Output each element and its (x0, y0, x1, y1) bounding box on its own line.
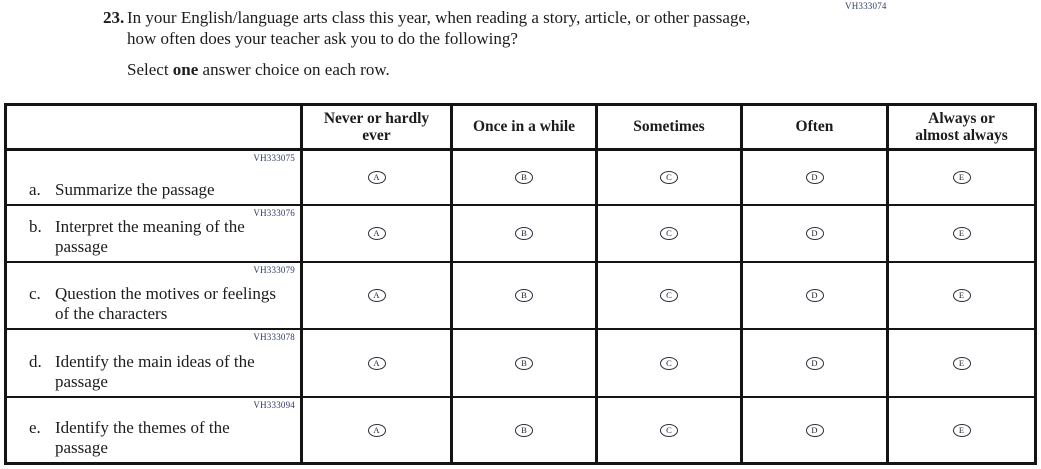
row-text-d: Identify the main ideas of the passage (55, 352, 255, 391)
option-cell-c-sometimes (598, 263, 743, 330)
answer-bubble-d-a[interactable]: A (368, 357, 386, 370)
option-cell-e-once (453, 398, 598, 462)
row-letter-d: d. (29, 352, 42, 371)
row-label-cell-d (7, 330, 303, 398)
option-cell-d-sometimes (598, 330, 743, 398)
answer-bubble-c-c[interactable]: C (660, 289, 678, 302)
item-code-e: VH333094 (253, 400, 295, 410)
row-letter-a: a. (29, 180, 41, 199)
answer-bubble-b-a[interactable]: A (368, 227, 386, 240)
option-cell-a-never (303, 151, 453, 206)
answer-bubble-a-a[interactable]: A (368, 171, 386, 184)
answer-bubble-d-d[interactable]: D (806, 357, 824, 370)
row-text-c: Question the motives or feelings of the characters (55, 284, 276, 323)
answer-bubble-d-e[interactable]: E (953, 357, 971, 370)
answer-bubble-a-c[interactable]: C (660, 171, 678, 184)
row-label-c (29, 284, 283, 324)
answer-bubble-a-b[interactable]: B (515, 171, 533, 184)
option-cell-b-sometimes (598, 206, 743, 263)
column-header-once-in-a-while: Once in a while (453, 106, 598, 151)
option-cell-b-always (889, 206, 1034, 263)
option-cell-e-often (743, 398, 889, 462)
question-block (103, 7, 775, 80)
option-cell-d-always (889, 330, 1034, 398)
instruction-bold-word: one (172, 60, 199, 79)
option-cell-b-often (743, 206, 889, 263)
row-letter-b: b. (29, 217, 42, 236)
option-cell-b-once (453, 206, 598, 263)
item-code-a: VH333075 (253, 153, 295, 163)
item-code-c: VH333079 (253, 265, 295, 275)
option-cell-d-once (453, 330, 598, 398)
answer-bubble-a-d[interactable]: D (806, 171, 824, 184)
answer-bubble-e-e[interactable]: E (953, 424, 971, 437)
answer-bubble-b-b[interactable]: B (515, 227, 533, 240)
row-text-b: Interpret the meaning of the passage (55, 217, 245, 256)
option-cell-d-never (303, 330, 453, 398)
option-cell-a-often (743, 151, 889, 206)
row-label-cell-e (7, 398, 303, 462)
row-label-cell-b (7, 206, 303, 263)
instruction-prefix: Select (127, 60, 173, 79)
answer-bubble-a-e[interactable]: E (953, 171, 971, 184)
answer-bubble-b-d[interactable]: D (806, 227, 824, 240)
answer-bubble-b-c[interactable]: C (660, 227, 678, 240)
row-text-a: Summarize the passage (55, 180, 215, 199)
question-number: 23. (103, 8, 125, 27)
option-cell-c-often (743, 263, 889, 330)
option-cell-a-always (889, 151, 1034, 206)
option-cell-e-never (303, 398, 453, 462)
option-cell-d-often (743, 330, 889, 398)
column-header-never: Never or hardly ever (303, 106, 453, 151)
row-label-cell-a (7, 151, 303, 206)
column-header-often: Often (743, 106, 889, 151)
answer-bubble-d-b[interactable]: B (515, 357, 533, 370)
answer-bubble-c-a[interactable]: A (368, 289, 386, 302)
answer-bubble-e-a[interactable]: A (368, 424, 386, 437)
question-text: In your English/language arts class this year, when reading a story, article, or other passage, how often does your teacher ask you to do the following? (127, 8, 751, 48)
option-cell-b-never (303, 206, 453, 263)
row-label-cell-c (7, 263, 303, 330)
option-cell-c-never (303, 263, 453, 330)
row-label-e (29, 418, 283, 458)
option-cell-a-sometimes (598, 151, 743, 206)
answer-bubble-c-b[interactable]: B (515, 289, 533, 302)
row-text-e: Identify the themes of the passage (55, 418, 230, 457)
item-code-b: VH333076 (253, 208, 295, 218)
answer-bubble-e-d[interactable]: D (806, 424, 824, 437)
item-code-d: VH333078 (253, 332, 295, 342)
answer-bubble-c-e[interactable]: E (953, 289, 971, 302)
row-label-d (29, 352, 283, 392)
answer-bubble-e-c[interactable]: C (660, 424, 678, 437)
column-header-sometimes: Sometimes (598, 106, 743, 151)
question-code: VH333074 (845, 1, 887, 11)
row-label-a (29, 180, 215, 200)
answer-bubble-d-c[interactable]: C (660, 357, 678, 370)
row-letter-c: c. (29, 284, 41, 303)
option-cell-c-always (889, 263, 1034, 330)
instruction-suffix: answer choice on each row. (198, 60, 390, 79)
option-cell-e-always (889, 398, 1034, 462)
answer-bubble-b-e[interactable]: E (953, 227, 971, 240)
column-header-always: Always or almost always (889, 106, 1034, 151)
corner-header-cell (7, 106, 303, 151)
question-texts (127, 7, 775, 80)
option-cell-a-once (453, 151, 598, 206)
option-cell-e-sometimes (598, 398, 743, 462)
answer-bubble-e-b[interactable]: B (515, 424, 533, 437)
option-cell-c-once (453, 263, 598, 330)
question-instruction (127, 59, 775, 80)
response-matrix (4, 103, 1037, 465)
row-label-b (29, 217, 283, 257)
row-letter-e: e. (29, 418, 41, 437)
answer-bubble-c-d[interactable]: D (806, 289, 824, 302)
